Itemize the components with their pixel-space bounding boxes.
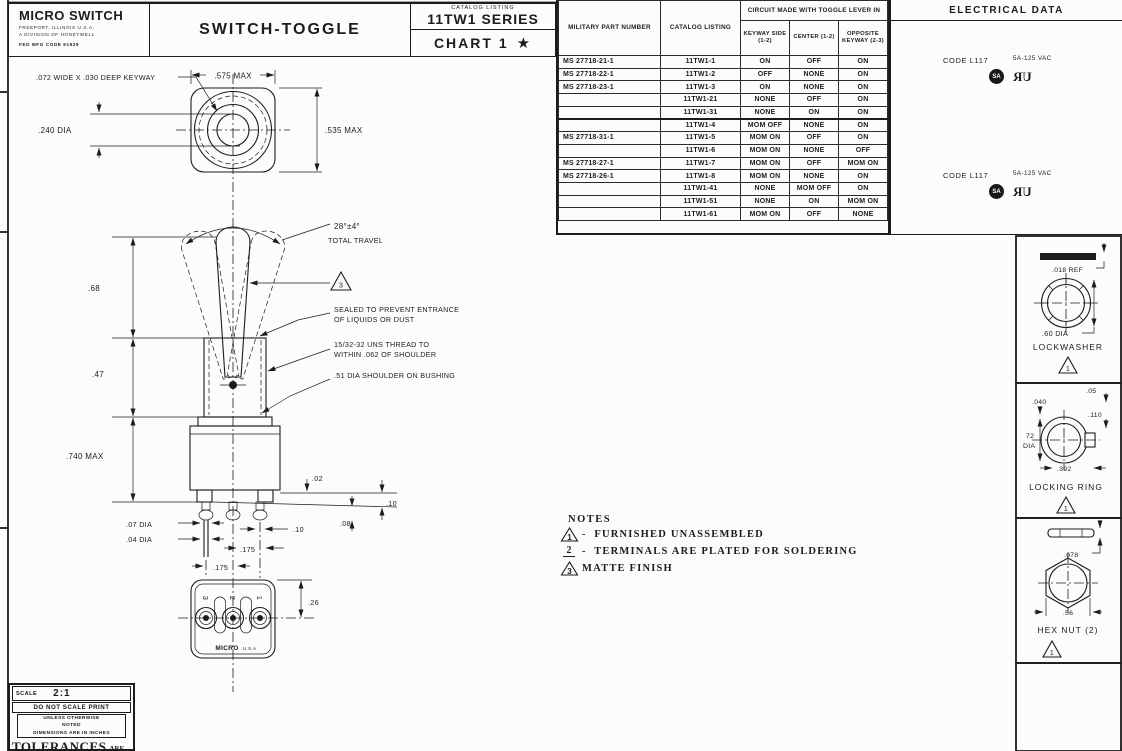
cell-center: OFF xyxy=(790,157,839,170)
cell-opposite: ON xyxy=(839,119,888,132)
scale-row xyxy=(12,686,131,701)
cell-center: NONE xyxy=(790,119,839,132)
table-row xyxy=(559,182,888,195)
brand-line1: FREEPORT, ILLINOIS U.S.A. xyxy=(19,25,95,30)
cell-center: OFF xyxy=(790,132,839,145)
table-row xyxy=(559,208,888,221)
electrical-code: CODE L117 xyxy=(943,56,989,65)
notes-title: NOTES xyxy=(568,514,612,525)
chart-title xyxy=(411,30,555,56)
cell-opposite: ON xyxy=(839,182,888,195)
cell-keyway: NONE xyxy=(741,106,790,119)
cell-catalog: 11TW1-5 xyxy=(661,132,741,145)
lockwasher-dim-thk: .018 REF xyxy=(1052,267,1084,274)
circuit-table-panel xyxy=(556,0,890,235)
col-military-header: MILITARY PART NUMBER xyxy=(559,1,661,56)
csa-mark-icon: SA xyxy=(989,184,1004,199)
ring-dim-392: .392 xyxy=(1057,466,1072,473)
cell-military xyxy=(559,195,661,208)
brand-block xyxy=(8,3,150,57)
cell-catalog: 11TW1-6 xyxy=(661,144,741,157)
terminal-label-2: 2 xyxy=(228,595,237,601)
electrical-rating: 5A-125 VAC xyxy=(1013,170,1052,177)
scale-value: 2:1 xyxy=(53,688,71,699)
sealed-note-1: SEALED TO PREVENT ENTRANCE xyxy=(334,305,460,314)
cell-keyway: MOM ON xyxy=(741,170,790,183)
cell-military: MS 27718-26-1 xyxy=(559,170,661,183)
ring-dim-72: 72 xyxy=(1026,433,1035,440)
scale-label: SCALE xyxy=(16,690,38,697)
table-row xyxy=(559,81,888,94)
dim-26: .26 xyxy=(308,598,319,607)
product-title: SWITCH-TOGGLE xyxy=(149,3,411,57)
lockwasher-label: LOCKWASHER xyxy=(1032,342,1104,352)
cell-military: MS 27718-22-1 xyxy=(559,68,661,81)
dim-47: .47 xyxy=(92,370,105,379)
electrical-entry xyxy=(891,171,1122,217)
dim-07: .07 DIA xyxy=(126,520,153,529)
cell-catalog: 11TW1-51 xyxy=(661,195,741,208)
cell-center: NONE xyxy=(790,170,839,183)
cell-military xyxy=(559,208,661,221)
note-number: 2 xyxy=(563,545,575,557)
ring-dim-72-dia: DIA xyxy=(1023,443,1036,450)
col-opposite-header: OPPOSITE KEYWAY (2-3) xyxy=(839,21,888,56)
triangle-flag-icon xyxy=(560,527,579,542)
series-title: 11TW1 SERIES xyxy=(411,11,555,30)
cell-center: NONE xyxy=(790,144,839,157)
col-center-header: CENTER (1-2) xyxy=(790,21,839,56)
keyway-note: .072 WIDE X .030 DEEP KEYWAY xyxy=(36,73,156,82)
electrical-data-title: ELECTRICAL DATA xyxy=(891,0,1122,21)
micro-stamp: MICRO xyxy=(215,645,239,652)
col-keyway-header: KEYWAY SIDE (1-2) xyxy=(741,21,790,56)
hexnut-dim-56: .56 xyxy=(1062,610,1074,617)
cell-catalog: 11TW1-8 xyxy=(661,170,741,183)
catalog-listing-label: CATALOG LISTING xyxy=(451,5,515,11)
dim-10-mid: .10 xyxy=(293,525,304,534)
table-row xyxy=(559,56,888,69)
sealed-note-2: OF LIQUIDS OR DUST xyxy=(334,315,415,324)
note-text: - FURNISHED UNASSEMBLED xyxy=(582,528,764,540)
cell-catalog: 11TW1-3 xyxy=(661,81,741,94)
chart-label: CHART 1 xyxy=(433,35,509,51)
bottom-view xyxy=(178,580,319,658)
lockwasher-dim-dia: .60 DIA xyxy=(1042,329,1069,338)
cell-catalog: 11TW1-41 xyxy=(661,182,741,195)
cell-catalog: 11TW1-7 xyxy=(661,157,741,170)
dim-575: .575 MAX xyxy=(214,71,252,81)
hexnut-dim-078: .078 xyxy=(1064,552,1079,559)
cell-military xyxy=(559,182,661,195)
do-not-scale-row: DO NOT SCALE PRINT xyxy=(12,702,131,713)
cell-opposite: OFF xyxy=(839,144,888,157)
cell-catalog: 11TW1-21 xyxy=(661,94,741,107)
locking-ring-label: LOCKING RING xyxy=(1029,482,1103,492)
tolerances-label: TOLERANCES xyxy=(12,739,107,751)
cell-catalog: 11TW1-1 xyxy=(661,56,741,69)
ul-recognized-mark-icon: UR xyxy=(1013,184,1032,199)
travel-label: TOTAL TRAVEL xyxy=(328,236,384,245)
note-item xyxy=(556,526,976,542)
hardware-boxes xyxy=(1016,236,1121,751)
cell-opposite: MOM ON xyxy=(839,195,888,208)
cell-keyway: ON xyxy=(741,81,790,94)
cell-center: OFF xyxy=(790,208,839,221)
electrical-data-panel xyxy=(890,0,1122,235)
csa-mark-icon: SA xyxy=(989,69,1004,84)
units-note: UNLESS OTHERWISE NOTED DIMENSIONS ARE IN INCHES xyxy=(17,714,126,738)
electrical-entry xyxy=(891,56,1122,102)
cell-keyway: MOM ON xyxy=(741,132,790,145)
cell-center: NONE xyxy=(790,81,839,94)
thread-note-1: 15/32-32 UNS THREAD TO xyxy=(334,340,430,349)
brand-line2: A DIVISION OF HONEYWELL xyxy=(19,32,95,37)
dim-10-right: .10 xyxy=(386,499,397,508)
cell-center: OFF xyxy=(790,56,839,69)
cell-keyway: NONE xyxy=(741,182,790,195)
cell-keyway: MOM ON xyxy=(741,157,790,170)
triangle-flag-icon xyxy=(560,561,579,576)
terminal-label-3: 3 xyxy=(201,595,210,601)
table-row xyxy=(559,195,888,208)
dim-04: .04 DIA xyxy=(126,535,153,544)
cell-keyway: MOM ON xyxy=(741,144,790,157)
cell-keyway: NONE xyxy=(741,94,790,107)
shoulder-note: .51 DIA SHOULDER ON BUSHING xyxy=(334,371,456,380)
cell-catalog: 11TW1-61 xyxy=(661,208,741,221)
lockwasher-view xyxy=(1033,243,1104,373)
cell-military xyxy=(559,106,661,119)
table-row xyxy=(559,157,888,170)
dim-175-a: .175 xyxy=(240,545,256,554)
cell-opposite: ON xyxy=(839,81,888,94)
hex-nut-label: HEX NUT (2) xyxy=(1037,625,1099,635)
dim-740: .740 MAX xyxy=(66,452,104,461)
note-item xyxy=(556,543,976,559)
notes-section xyxy=(556,514,976,576)
usa-stamp: U.S.A xyxy=(243,646,257,651)
table-row xyxy=(559,119,888,132)
cell-opposite: NONE xyxy=(839,208,888,221)
table-row xyxy=(559,132,888,145)
cell-keyway: ON xyxy=(741,56,790,69)
side-view xyxy=(66,222,459,578)
cell-keyway: NONE xyxy=(741,195,790,208)
locking-ring-view xyxy=(1023,388,1106,513)
cell-keyway: MOM OFF xyxy=(741,119,790,132)
title-block xyxy=(8,683,135,751)
electrical-rating: 5A-125 VAC xyxy=(1013,55,1052,62)
ul-recognized-mark-icon: UR xyxy=(1013,69,1032,84)
cell-center: MOM OFF xyxy=(790,182,839,195)
cell-keyway: OFF xyxy=(741,68,790,81)
catalog-block xyxy=(410,3,556,57)
flag-3: 3 xyxy=(338,280,344,290)
cell-center: NONE xyxy=(790,68,839,81)
circuit-table xyxy=(558,0,888,221)
col-circuit-header: CIRCUIT MADE WITH TOGGLE LEVER IN xyxy=(741,1,888,21)
ring-dim-110: .110 xyxy=(1088,412,1102,419)
electrical-code: CODE L117 xyxy=(943,171,989,180)
cell-center: ON xyxy=(790,195,839,208)
cell-center: OFF xyxy=(790,94,839,107)
cell-military xyxy=(559,119,661,132)
cell-military: MS 27718-27-1 xyxy=(559,157,661,170)
cell-catalog: 11TW1-31 xyxy=(661,106,741,119)
note-text: - TERMINALS ARE PLATED FOR SOLDERING xyxy=(582,545,858,557)
dim-240: .240 DIA xyxy=(38,126,72,135)
cell-opposite: ON xyxy=(839,68,888,81)
hex-nut-flag: 1 xyxy=(1049,650,1055,657)
star-icon: ★ xyxy=(516,35,533,52)
cell-military: MS 27718-23-1 xyxy=(559,81,661,94)
cell-military xyxy=(559,94,661,107)
cell-military: MS 27718-21-1 xyxy=(559,56,661,69)
dim-02: .02 xyxy=(312,474,323,483)
svg-text:1: 1 xyxy=(566,532,572,542)
hex-nut-view xyxy=(1034,520,1102,657)
cell-keyway: MOM ON xyxy=(741,208,790,221)
cell-center: ON xyxy=(790,106,839,119)
cell-opposite: ON xyxy=(839,132,888,145)
cell-military xyxy=(559,144,661,157)
svg-text:3: 3 xyxy=(566,566,572,576)
dim-175-b: .175 xyxy=(213,563,229,572)
dim-535: .535 MAX xyxy=(325,126,363,135)
lockwasher-flag: 1 xyxy=(1065,366,1071,373)
note-text: MATTE FINISH xyxy=(582,562,673,574)
table-row xyxy=(559,106,888,119)
table-row xyxy=(559,144,888,157)
cell-catalog: 11TW1-2 xyxy=(661,68,741,81)
table-row xyxy=(559,170,888,183)
locking-ring-flag: 1 xyxy=(1063,506,1069,513)
cell-opposite: ON xyxy=(839,56,888,69)
brand-line3: FED MFG CODE 91929 xyxy=(19,42,80,47)
cell-military: MS 27718-31-1 xyxy=(559,132,661,145)
dim-68: .68 xyxy=(88,284,101,293)
cell-catalog: 11TW1-4 xyxy=(661,119,741,132)
note-item xyxy=(556,560,976,576)
ring-dim-040: .040 xyxy=(1032,399,1047,406)
cell-opposite: ON xyxy=(839,106,888,119)
terminal-label-1: 1 xyxy=(255,595,264,601)
dim-travel-angle: 28°±4° xyxy=(334,222,360,231)
cell-opposite: ON xyxy=(839,170,888,183)
brand-name: MICRO SWITCH xyxy=(19,8,124,23)
ring-dim-05: .05 xyxy=(1086,388,1097,395)
thread-note-2: WITHIN .062 OF SHOULDER xyxy=(334,350,437,359)
tolerances-row: TOLERANCES ARE xyxy=(12,739,131,751)
cell-opposite: MOM ON xyxy=(839,157,888,170)
table-row xyxy=(559,94,888,107)
dim-08: .08 xyxy=(340,519,351,528)
cell-opposite: ON xyxy=(839,94,888,107)
col-catalog-header: CATALOG LISTING xyxy=(661,1,741,56)
table-row xyxy=(559,68,888,81)
